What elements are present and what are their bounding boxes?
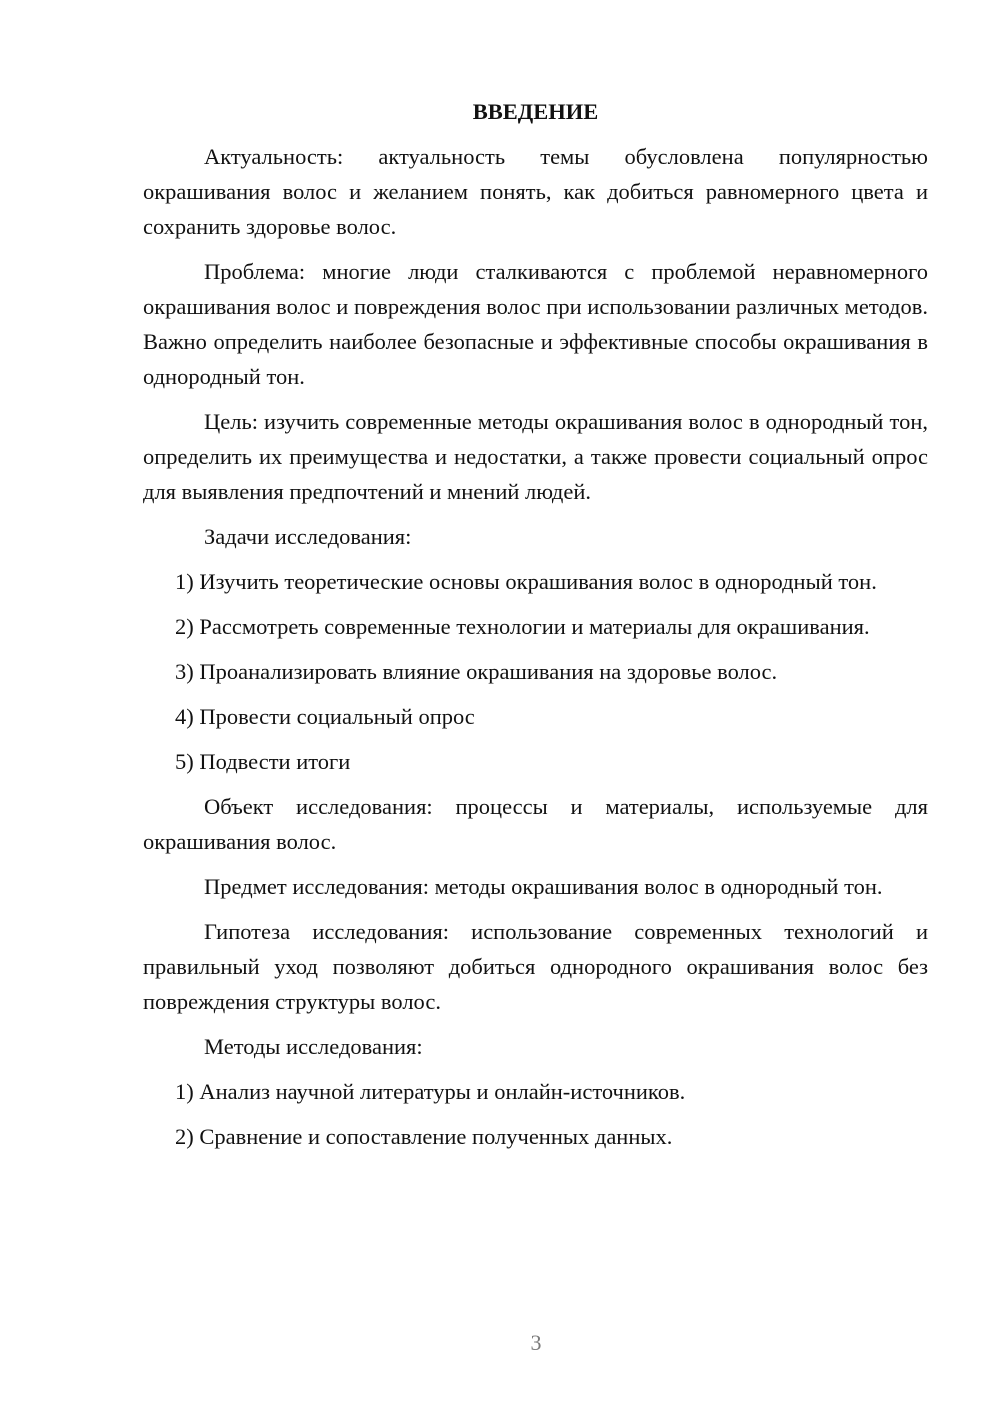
paragraph-goal: Цель: изучить современные методы окрашивания волос в однородный тон, определить их преимущества и недостатки, а также провести социальный опрос для выявления предпочтений и мнений людей. [143,409,928,504]
method-item-1: 1) Анализ научной литературы и онлайн-источников. [175,1079,686,1104]
paragraph-hypothesis: Гипотеза исследования: использование современных технологий и правильный уход позволяют добиться однородного окрашивания волос без повреждения структуры волос. [143,919,928,1014]
task-item-5: 5) Подвести итоги [175,749,351,774]
tasks-heading: Задачи исследования: [204,524,412,549]
method-item-2: 2) Сравнение и сопоставление полученных данных. [175,1124,673,1149]
task-item-1: 1) Изучить теоретические основы окрашивания волос в однородный тон. [175,569,877,594]
paragraph-object: Объект исследования: процессы и материалы, используемые для окрашивания волос. [143,794,928,854]
paragraph-relevance: Актуальность: актуальность темы обусловлена популярностью окрашивания волос и желанием понять, как добиться равномерного цвета и сохранить здоровье волос. [143,144,928,239]
methods-heading: Методы исследования: [204,1034,423,1059]
task-item-2: 2) Рассмотреть современные технологии и материалы для окрашивания. [175,614,870,639]
paragraph-problem: Проблема: многие люди сталкиваются с проблемой неравномерного окрашивания волос и повреждения волос при использовании различных методов. Важно определить наиболее безопасные и эффективные способы окрашивания в однородный тон. [143,259,928,389]
page-content [143,94,928,1164]
task-item-3: 3) Проанализировать влияние окрашивания на здоровье волос. [175,659,778,684]
page-number: 3 [530,1330,542,1355]
paragraph-subject: Предмет исследования: методы окрашивания волос в однородный тон. [204,874,883,899]
task-item-4: 4) Провести социальный опрос [175,704,475,729]
section-title: ВВЕДЕНИЕ [472,99,599,124]
